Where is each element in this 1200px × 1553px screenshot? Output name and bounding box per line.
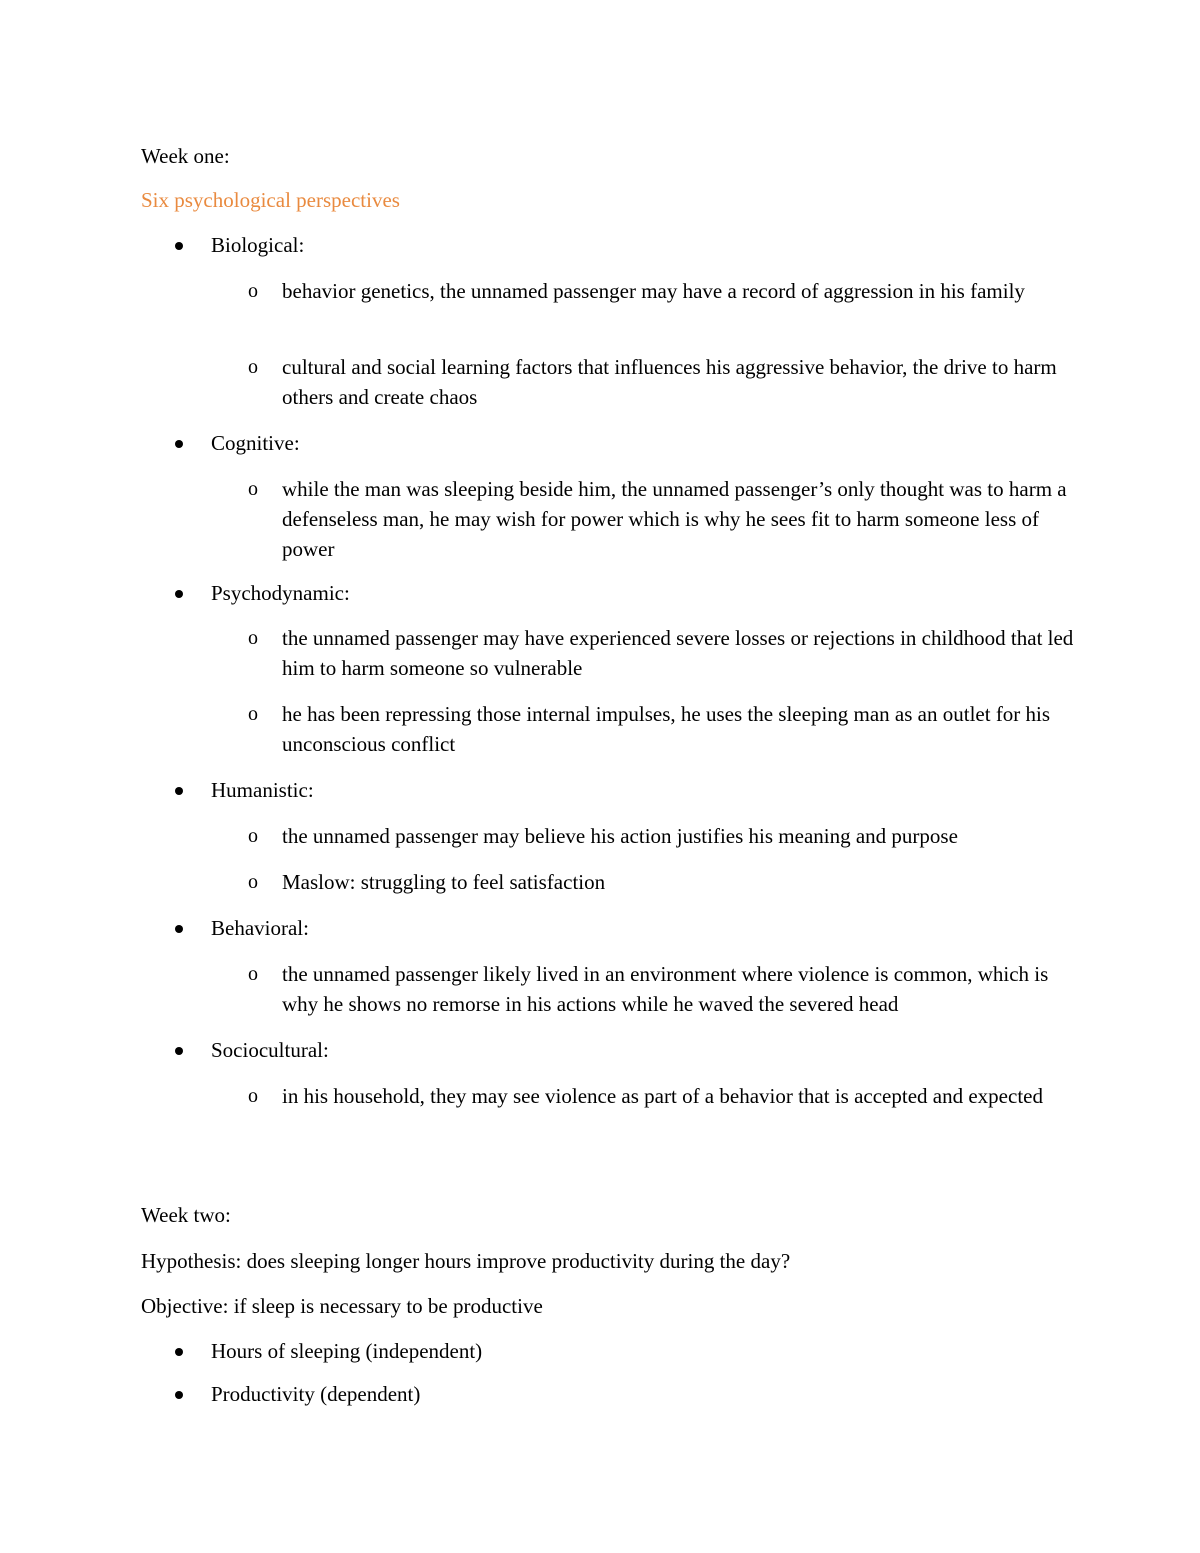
sub-point — [248, 821, 1082, 851]
sub-point-text: he has been repressing those internal impulses, he uses the sleeping man as an outlet for his unconscious conflict — [282, 702, 1051, 756]
perspective-label: Psychodynamic: — [211, 581, 350, 605]
bullet-icon — [175, 242, 183, 250]
sub-point — [248, 474, 1082, 564]
sub-point — [248, 1081, 1082, 1111]
sub-point-text: behavior genetics, the unnamed passenger may have a record of aggression in his family — [282, 279, 1025, 303]
objective-text: Objective: if sleep is necessary to be productive — [141, 1294, 543, 1318]
bullet-icon — [175, 925, 183, 933]
perspective-label: Humanistic: — [211, 778, 314, 802]
week-two-heading: Week two: — [141, 1203, 231, 1227]
bullet-icon — [175, 440, 183, 448]
hypothesis-text: Hypothesis: does sleeping longer hours improve productivity during the day? — [141, 1249, 791, 1273]
bullet-icon — [175, 1391, 183, 1399]
variable-dependent — [211, 1379, 1091, 1409]
bullet-icon — [175, 787, 183, 795]
perspective-behavioral — [211, 913, 1091, 943]
hollow-bullet-icon: o — [248, 825, 258, 847]
perspective-label: Sociocultural: — [211, 1038, 329, 1062]
perspective-cognitive — [211, 428, 1091, 458]
sub-point-text: in his household, they may see violence as part of a behavior that is accepted and expected — [282, 1084, 1043, 1108]
sub-point — [248, 699, 1082, 759]
perspective-sociocultural — [211, 1035, 1091, 1065]
hollow-bullet-icon: o — [248, 703, 258, 725]
hollow-bullet-icon: o — [248, 627, 258, 649]
hollow-bullet-icon: o — [248, 356, 258, 378]
hollow-bullet-icon: o — [248, 871, 258, 893]
bullet-icon — [175, 1348, 183, 1356]
sub-point-text: the unnamed passenger may have experienced severe losses or rejections in childhood that led him to harm someone so vulnerable — [282, 626, 1074, 680]
hollow-bullet-icon: o — [248, 963, 258, 985]
sub-point-text: cultural and social learning factors that influences his aggressive behavior, the drive to harm others and create chaos — [282, 355, 1057, 409]
sub-point — [248, 276, 1082, 306]
sub-point — [248, 959, 1082, 1019]
perspective-label: Biological: — [211, 233, 305, 257]
variable-independent — [211, 1336, 1091, 1366]
hollow-bullet-icon: o — [248, 1085, 258, 1107]
sub-point-text: Maslow: struggling to feel satisfaction — [282, 870, 606, 894]
perspective-psychodynamic — [211, 578, 1091, 608]
sub-point-text: the unnamed passenger may believe his action justifies his meaning and purpose — [282, 824, 958, 848]
sub-point — [248, 623, 1082, 683]
bullet-icon — [175, 590, 183, 598]
variable-label: Hours of sleeping (independent) — [211, 1339, 483, 1363]
bullet-icon — [175, 1047, 183, 1055]
sub-point-text: the unnamed passenger likely lived in an environment where violence is common, which is why he shows no remorse in his actions while he waved the severed head — [282, 962, 1049, 1016]
section-subtitle: Six psychological perspectives — [141, 188, 400, 212]
perspective-humanistic — [211, 775, 1091, 805]
perspective-label: Cognitive: — [211, 431, 300, 455]
sub-point — [248, 352, 1082, 412]
hollow-bullet-icon: o — [248, 478, 258, 500]
variable-label: Productivity (dependent) — [211, 1382, 421, 1406]
sub-point-text: while the man was sleeping beside him, the unnamed passenger’s only thought was to harm a defenseless man, he may wish for power which is why he sees fit to harm someone less of power — [282, 477, 1067, 561]
week-one-heading: Week one: — [141, 144, 230, 168]
hollow-bullet-icon: o — [248, 280, 258, 302]
sub-point — [248, 867, 1082, 897]
perspective-biological — [211, 230, 1091, 260]
perspective-label: Behavioral: — [211, 916, 309, 940]
